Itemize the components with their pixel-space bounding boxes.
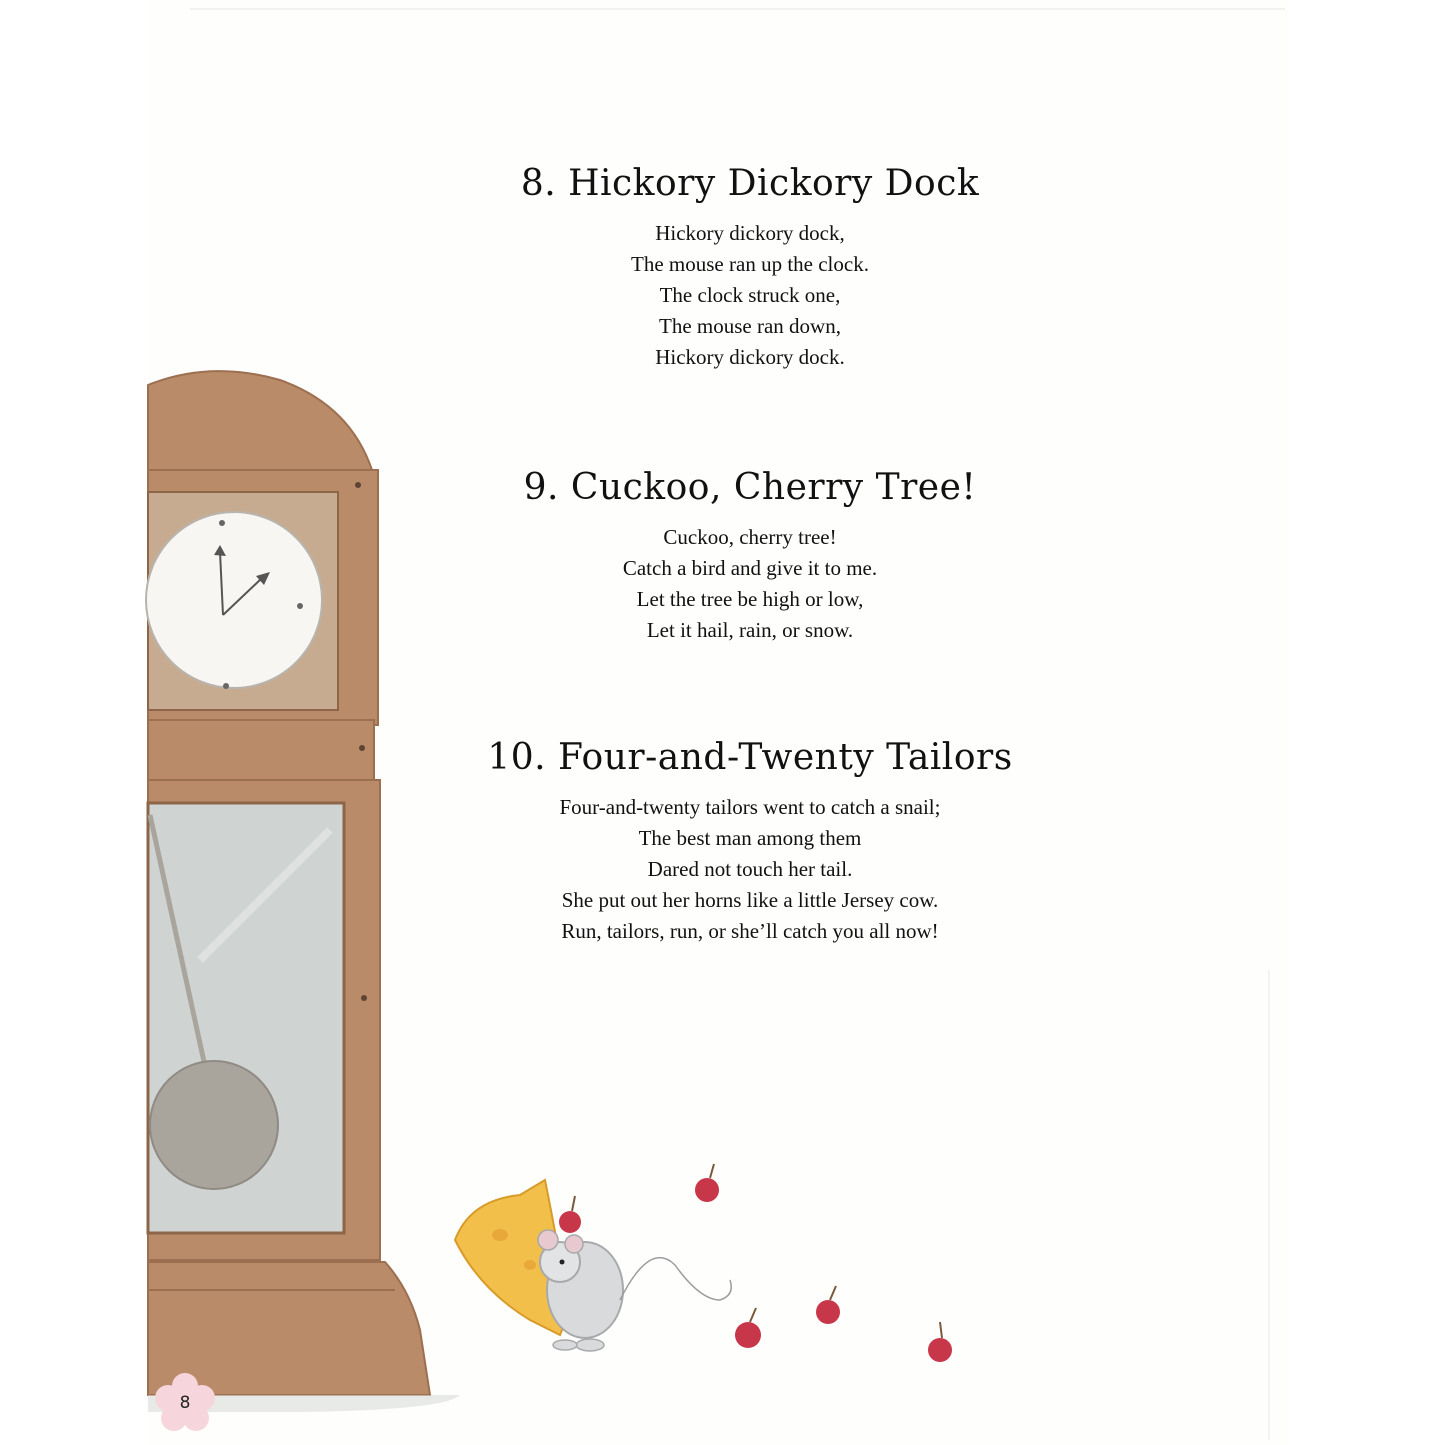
- mouse-icon: [538, 1230, 731, 1351]
- rhyme-title: 10. Four-and-Twenty Tailors: [487, 737, 1013, 778]
- rhyme-line: Let the tree be high or low,: [636, 587, 864, 611]
- rhyme-title: 8. Hickory Dickory Dock: [520, 163, 980, 204]
- cherry-icon: [559, 1164, 952, 1362]
- rhyme-line: The best man among them: [638, 826, 862, 850]
- pendulum: [150, 1061, 278, 1189]
- rhyme-line: Hickory dickory dock,: [655, 221, 845, 245]
- rhyme-line: Run, tailors, run, or she’ll catch you all now!: [561, 919, 939, 943]
- clock-face: [146, 512, 322, 688]
- rhyme-line: Four-and-twenty tailors went to catch a snail;: [559, 795, 941, 819]
- rhyme-10: [470, 738, 1030, 947]
- rhyme-line: Hickory dickory dock.: [655, 345, 845, 369]
- rhyme-line: Let it hail, rain, or snow.: [646, 618, 854, 642]
- rhyme-line: Cuckoo, cherry tree!: [663, 525, 837, 549]
- rhyme-9: [470, 468, 1030, 646]
- rhyme-line: She put out her horns like a little Jersey cow.: [561, 888, 939, 912]
- rhyme-line: The clock struck one,: [659, 283, 841, 307]
- page-number: 8: [179, 1393, 191, 1413]
- rhyme-8: [470, 164, 1030, 373]
- rhyme-line: The mouse ran down,: [659, 314, 841, 338]
- rhyme-line: Catch a bird and give it to me.: [622, 556, 878, 580]
- rhyme-line: The mouse ran up the clock.: [631, 252, 869, 276]
- rhyme-title: 9. Cuckoo, Cherry Tree!: [523, 467, 977, 508]
- rhyme-line: Dared not touch her tail.: [647, 857, 853, 881]
